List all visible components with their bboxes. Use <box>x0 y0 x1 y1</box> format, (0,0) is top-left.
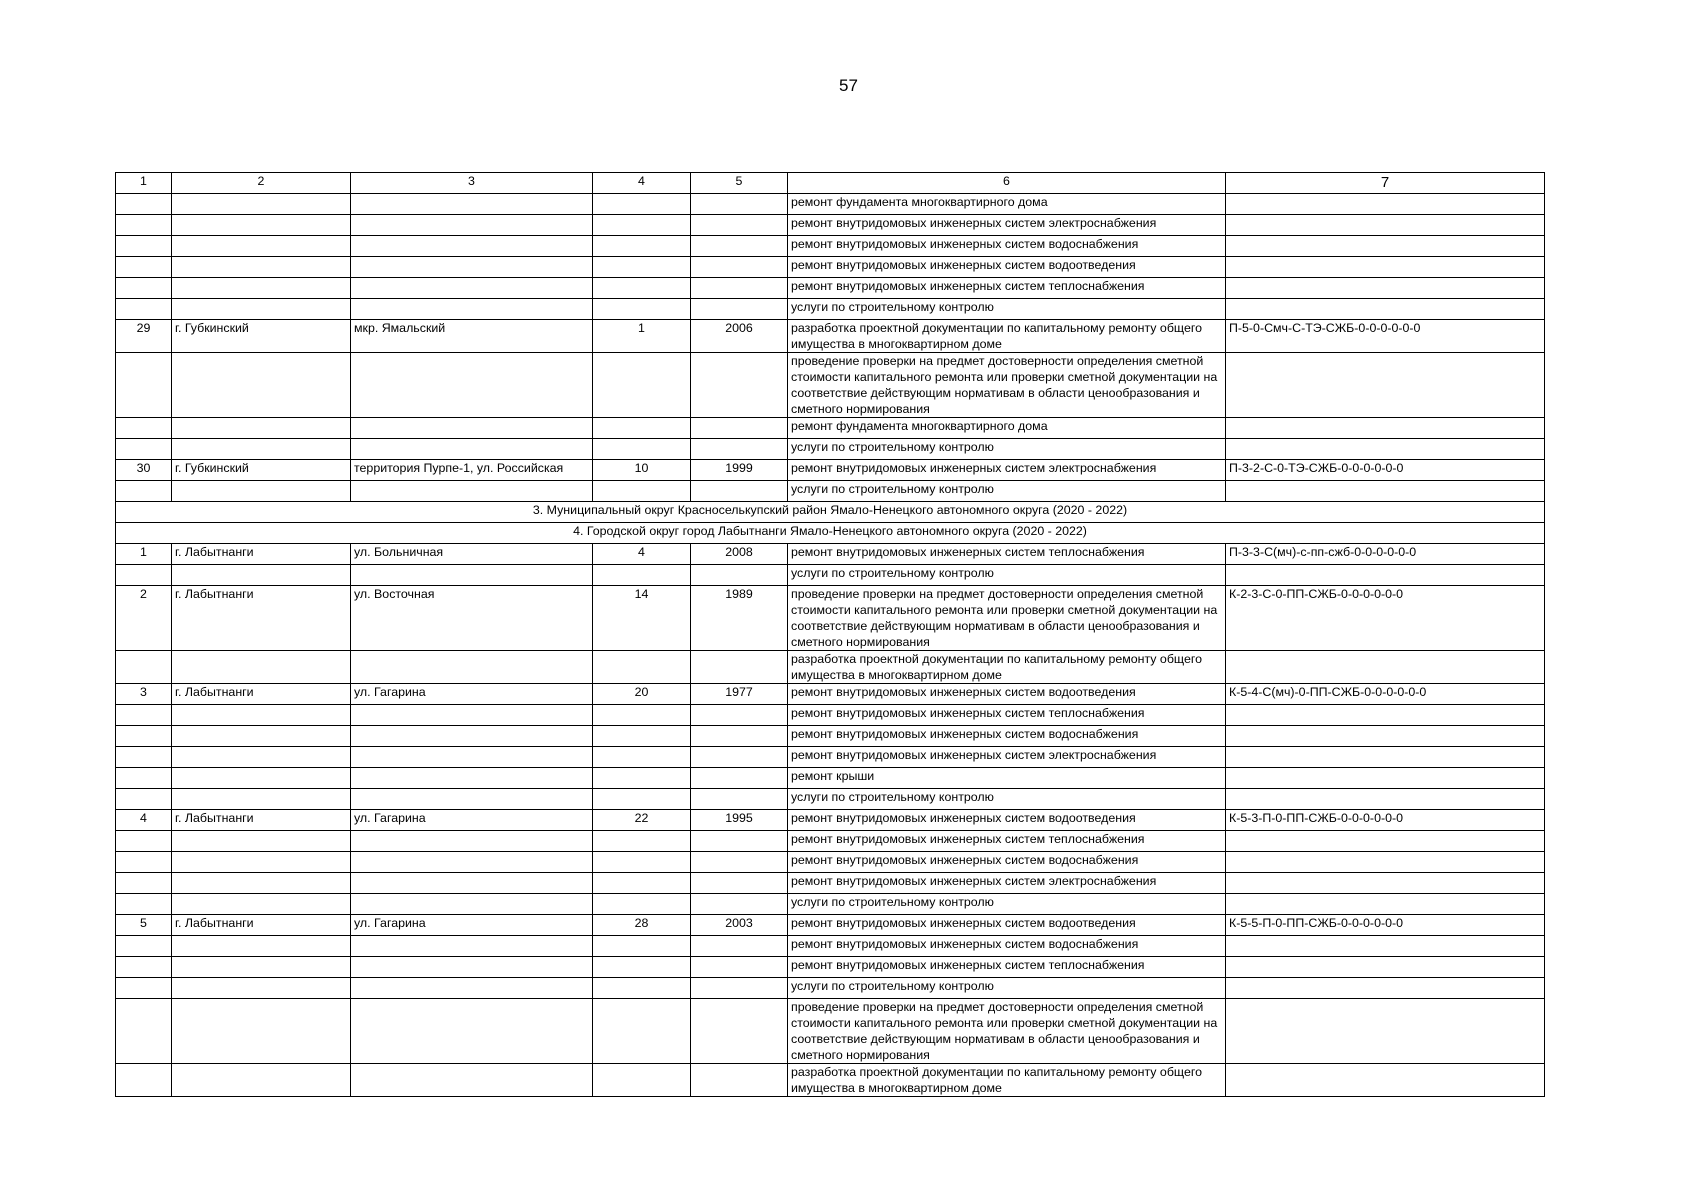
row-number-cell <box>116 768 172 789</box>
work-type-cell: ремонт внутридомовых инженерных систем теплоснабжения <box>788 831 1226 852</box>
street-cell <box>351 978 593 999</box>
street-cell <box>351 768 593 789</box>
table-row <box>116 705 1545 726</box>
house-number-cell <box>593 789 691 810</box>
house-number-cell: 14 <box>593 586 691 651</box>
house-number-cell <box>593 418 691 439</box>
street-cell <box>351 705 593 726</box>
year-cell <box>691 565 788 586</box>
street-cell <box>351 439 593 460</box>
table-row <box>116 1064 1545 1097</box>
house-number-cell <box>593 439 691 460</box>
year-cell: 1989 <box>691 586 788 651</box>
work-type-cell: ремонт внутридомовых инженерных систем водоотведения <box>788 684 1226 705</box>
city-cell: г. Лабытнанги <box>172 810 351 831</box>
work-type-cell: ремонт внутридомовых инженерных систем электроснабжения <box>788 215 1226 236</box>
work-type-cell: ремонт внутридомовых инженерных систем водоснабжения <box>788 726 1226 747</box>
year-cell <box>691 957 788 978</box>
table-row <box>116 789 1545 810</box>
city-cell: г. Губкинский <box>172 320 351 353</box>
city-cell <box>172 278 351 299</box>
city-cell <box>172 789 351 810</box>
header-col-3: 3 <box>351 173 593 194</box>
row-number-cell <box>116 418 172 439</box>
house-code-cell <box>1226 831 1545 852</box>
city-cell <box>172 873 351 894</box>
table-row <box>116 460 1545 481</box>
house-code-cell: П-3-3-С(мч)-с-пп-сжб-0-0-0-0-0-0 <box>1226 544 1545 565</box>
row-number-cell <box>116 789 172 810</box>
table-row <box>116 418 1545 439</box>
row-number-cell: 1 <box>116 544 172 565</box>
work-type-cell: ремонт внутридомовых инженерных систем водоотведения <box>788 810 1226 831</box>
house-number-cell: 1 <box>593 320 691 353</box>
year-cell <box>691 978 788 999</box>
house-code-cell <box>1226 215 1545 236</box>
header-col-2: 2 <box>172 173 351 194</box>
street-cell <box>351 481 593 502</box>
table-row <box>116 481 1545 502</box>
work-type-cell: ремонт внутридомовых инженерных систем теплоснабжения <box>788 957 1226 978</box>
section-title: 3. Муниципальный округ Красноселькупский район Ямало-Ненецкого автономного округа (2020 - 2022) <box>116 502 1545 523</box>
row-number-cell <box>116 894 172 915</box>
house-number-cell <box>593 705 691 726</box>
house-number-cell <box>593 894 691 915</box>
city-cell <box>172 236 351 257</box>
house-number-cell <box>593 747 691 768</box>
city-cell <box>172 957 351 978</box>
street-cell: ул. Гагарина <box>351 915 593 936</box>
house-number-cell <box>593 726 691 747</box>
city-cell <box>172 439 351 460</box>
house-code-cell <box>1226 873 1545 894</box>
house-code-cell: П-3-2-С-0-ТЭ-СЖБ-0-0-0-0-0-0 <box>1226 460 1545 481</box>
street-cell <box>351 894 593 915</box>
city-cell <box>172 257 351 278</box>
house-number-cell <box>593 194 691 215</box>
street-cell <box>351 299 593 320</box>
year-cell <box>691 299 788 320</box>
city-cell: г. Лабытнанги <box>172 915 351 936</box>
house-code-cell <box>1226 481 1545 502</box>
street-cell: мкр. Ямальский <box>351 320 593 353</box>
table-row <box>116 915 1545 936</box>
row-number-cell <box>116 999 172 1064</box>
table-row <box>116 215 1545 236</box>
table-row <box>116 565 1545 586</box>
table-row <box>116 236 1545 257</box>
year-cell <box>691 705 788 726</box>
city-cell <box>172 894 351 915</box>
street-cell <box>351 215 593 236</box>
row-number-cell: 29 <box>116 320 172 353</box>
year-cell <box>691 726 788 747</box>
year-cell <box>691 831 788 852</box>
house-code-cell: П-5-0-Смч-С-ТЭ-СЖБ-0-0-0-0-0-0 <box>1226 320 1545 353</box>
year-cell <box>691 873 788 894</box>
work-type-cell: ремонт внутридомовых инженерных систем электроснабжения <box>788 747 1226 768</box>
table-row <box>116 586 1545 651</box>
street-cell <box>351 236 593 257</box>
street-cell <box>351 747 593 768</box>
work-type-cell: ремонт внутридомовых инженерных систем водоотведения <box>788 257 1226 278</box>
street-cell <box>351 278 593 299</box>
city-cell <box>172 936 351 957</box>
row-number-cell <box>116 299 172 320</box>
city-cell <box>172 747 351 768</box>
street-cell: ул. Больничная <box>351 544 593 565</box>
work-type-cell: ремонт крыши <box>788 768 1226 789</box>
house-code-cell <box>1226 894 1545 915</box>
city-cell <box>172 353 351 418</box>
year-cell <box>691 236 788 257</box>
house-code-cell <box>1226 789 1545 810</box>
house-number-cell: 10 <box>593 460 691 481</box>
work-type-cell: ремонт внутридомовых инженерных систем электроснабжения <box>788 873 1226 894</box>
house-number-cell: 20 <box>593 684 691 705</box>
work-type-cell: ремонт фундамента многоквартирного дома <box>788 418 1226 439</box>
street-cell <box>351 999 593 1064</box>
table-row <box>116 726 1545 747</box>
house-number-cell <box>593 299 691 320</box>
year-cell <box>691 789 788 810</box>
table-row <box>116 194 1545 215</box>
house-code-cell: К-5-5-П-0-ПП-СЖБ-0-0-0-0-0-0 <box>1226 915 1545 936</box>
house-number-cell <box>593 481 691 502</box>
house-code-cell <box>1226 257 1545 278</box>
house-code-cell <box>1226 418 1545 439</box>
city-cell <box>172 999 351 1064</box>
row-number-cell <box>116 705 172 726</box>
house-number-cell <box>593 257 691 278</box>
work-type-cell: проведение проверки на предмет достоверности определения сметной стоимости капитального ремонта или проверки сметной документации на соответствие действующим нормативам в области ценообразования и сметного нормирования <box>788 586 1226 651</box>
city-cell <box>172 299 351 320</box>
year-cell <box>691 651 788 684</box>
row-number-cell <box>116 1064 172 1097</box>
year-cell <box>691 936 788 957</box>
city-cell <box>172 481 351 502</box>
city-cell <box>172 852 351 873</box>
street-cell <box>351 1064 593 1097</box>
row-number-cell <box>116 747 172 768</box>
row-number-cell: 30 <box>116 460 172 481</box>
table-row <box>116 999 1545 1064</box>
work-type-cell: ремонт внутридомовых инженерных систем электроснабжения <box>788 460 1226 481</box>
city-cell <box>172 215 351 236</box>
row-number-cell <box>116 439 172 460</box>
table-row <box>116 684 1545 705</box>
year-cell <box>691 747 788 768</box>
table-row <box>116 936 1545 957</box>
work-type-cell: ремонт внутридомовых инженерных систем теплоснабжения <box>788 544 1226 565</box>
work-type-cell: разработка проектной документации по капитальному ремонту общего имущества в многоквартирном доме <box>788 1064 1226 1097</box>
house-code-cell <box>1226 353 1545 418</box>
house-number-cell <box>593 957 691 978</box>
table-row <box>116 978 1545 999</box>
city-cell <box>172 1064 351 1097</box>
street-cell: ул. Гагарина <box>351 684 593 705</box>
house-number-cell <box>593 852 691 873</box>
house-number-cell <box>593 831 691 852</box>
street-cell: ул. Гагарина <box>351 810 593 831</box>
row-number-cell <box>116 353 172 418</box>
year-cell: 1995 <box>691 810 788 831</box>
house-code-cell <box>1226 978 1545 999</box>
year-cell <box>691 894 788 915</box>
city-cell <box>172 651 351 684</box>
page-number: 57 <box>839 76 858 95</box>
house-code-cell <box>1226 194 1545 215</box>
house-code-cell <box>1226 747 1545 768</box>
house-number-cell <box>593 236 691 257</box>
table-header-row <box>116 173 1545 194</box>
table-row <box>116 257 1545 278</box>
work-type-cell: услуги по строительному контролю <box>788 565 1226 586</box>
house-number-cell: 28 <box>593 915 691 936</box>
section-header-row <box>116 502 1545 523</box>
row-number-cell <box>116 481 172 502</box>
table-row <box>116 299 1545 320</box>
work-type-cell: ремонт внутридомовых инженерных систем теплоснабжения <box>788 705 1226 726</box>
house-code-cell <box>1226 651 1545 684</box>
house-number-cell <box>593 768 691 789</box>
house-code-cell <box>1226 957 1545 978</box>
house-number-cell <box>593 565 691 586</box>
house-number-cell <box>593 873 691 894</box>
street-cell <box>351 831 593 852</box>
row-number-cell: 3 <box>116 684 172 705</box>
city-cell: г. Лабытнанги <box>172 586 351 651</box>
city-cell: г. Лабытнанги <box>172 684 351 705</box>
work-type-cell: ремонт внутридомовых инженерных систем водоснабжения <box>788 236 1226 257</box>
header-col-6: 6 <box>788 173 1226 194</box>
work-type-cell: услуги по строительному контролю <box>788 481 1226 502</box>
table-row <box>116 278 1545 299</box>
year-cell: 1999 <box>691 460 788 481</box>
table-row <box>116 544 1545 565</box>
row-number-cell <box>116 936 172 957</box>
house-code-cell: К-5-4-С(мч)-0-ПП-СЖБ-0-0-0-0-0-0 <box>1226 684 1545 705</box>
year-cell <box>691 999 788 1064</box>
street-cell <box>351 873 593 894</box>
row-number-cell <box>116 194 172 215</box>
row-number-cell <box>116 257 172 278</box>
street-cell <box>351 257 593 278</box>
year-cell: 1977 <box>691 684 788 705</box>
row-number-cell <box>116 651 172 684</box>
year-cell <box>691 481 788 502</box>
year-cell <box>691 353 788 418</box>
year-cell <box>691 215 788 236</box>
house-code-cell <box>1226 999 1545 1064</box>
header-col-1: 1 <box>116 173 172 194</box>
table-row <box>116 651 1545 684</box>
house-code-cell <box>1226 726 1545 747</box>
work-type-cell: услуги по строительному контролю <box>788 299 1226 320</box>
city-cell <box>172 418 351 439</box>
house-code-cell: К-2-3-С-0-ПП-СЖБ-0-0-0-0-0-0 <box>1226 586 1545 651</box>
house-code-cell <box>1226 565 1545 586</box>
row-number-cell <box>116 873 172 894</box>
row-number-cell: 4 <box>116 810 172 831</box>
city-cell <box>172 768 351 789</box>
work-type-cell: проведение проверки на предмет достоверности определения сметной стоимости капитального ремонта или проверки сметной документации на соответствие действующим нормативам в области ценообразования и сметного нормирования <box>788 999 1226 1064</box>
row-number-cell <box>116 726 172 747</box>
table-row <box>116 873 1545 894</box>
work-type-cell: разработка проектной документации по капитальному ремонту общего имущества в многоквартирном доме <box>788 651 1226 684</box>
work-type-cell: услуги по строительному контролю <box>788 439 1226 460</box>
street-cell <box>351 194 593 215</box>
city-cell <box>172 565 351 586</box>
house-number-cell: 4 <box>593 544 691 565</box>
year-cell <box>691 194 788 215</box>
row-number-cell <box>116 565 172 586</box>
row-number-cell: 5 <box>116 915 172 936</box>
work-type-cell: услуги по строительному контролю <box>788 978 1226 999</box>
house-number-cell <box>593 353 691 418</box>
year-cell <box>691 768 788 789</box>
row-number-cell <box>116 978 172 999</box>
house-code-cell <box>1226 1064 1545 1097</box>
year-cell <box>691 852 788 873</box>
street-cell <box>351 789 593 810</box>
work-type-cell: ремонт фундамента многоквартирного дома <box>788 194 1226 215</box>
row-number-cell <box>116 215 172 236</box>
city-cell: г. Губкинский <box>172 460 351 481</box>
table-row <box>116 894 1545 915</box>
work-type-cell: ремонт внутридомовых инженерных систем водоснабжения <box>788 936 1226 957</box>
house-number-cell <box>593 978 691 999</box>
table-row <box>116 747 1545 768</box>
header-col-4: 4 <box>593 173 691 194</box>
street-cell <box>351 957 593 978</box>
house-number-cell <box>593 278 691 299</box>
row-number-cell <box>116 278 172 299</box>
house-code-cell <box>1226 852 1545 873</box>
street-cell <box>351 726 593 747</box>
year-cell <box>691 418 788 439</box>
house-code-cell <box>1226 236 1545 257</box>
city-cell <box>172 726 351 747</box>
city-cell <box>172 831 351 852</box>
work-type-cell: услуги по строительному контролю <box>788 894 1226 915</box>
table-row <box>116 810 1545 831</box>
year-cell: 2008 <box>691 544 788 565</box>
header-col-5: 5 <box>691 173 788 194</box>
work-type-cell: ремонт внутридомовых инженерных систем водоснабжения <box>788 852 1226 873</box>
year-cell: 2003 <box>691 915 788 936</box>
row-number-cell <box>116 957 172 978</box>
section-header-row <box>116 523 1545 544</box>
street-cell: ул. Восточная <box>351 586 593 651</box>
street-cell: территория Пурпе-1, ул. Российская <box>351 460 593 481</box>
header-col-7: 7 <box>1226 173 1545 194</box>
house-code-cell <box>1226 299 1545 320</box>
table-row <box>116 353 1545 418</box>
house-number-cell <box>593 651 691 684</box>
house-code-cell <box>1226 768 1545 789</box>
work-type-cell: разработка проектной документации по капитальному ремонту общего имущества в многоквартирном доме <box>788 320 1226 353</box>
street-cell <box>351 936 593 957</box>
house-code-cell <box>1226 439 1545 460</box>
street-cell <box>351 353 593 418</box>
house-code-cell <box>1226 278 1545 299</box>
city-cell <box>172 978 351 999</box>
city-cell <box>172 705 351 726</box>
section-title: 4. Городской округ город Лабытнанги Ямало-Ненецкого автономного округа (2020 - 2022) <box>116 523 1545 544</box>
table-row <box>116 852 1545 873</box>
city-cell: г. Лабытнанги <box>172 544 351 565</box>
work-type-cell: услуги по строительному контролю <box>788 789 1226 810</box>
street-cell <box>351 651 593 684</box>
table-row <box>116 768 1545 789</box>
house-code-cell <box>1226 705 1545 726</box>
row-number-cell <box>116 852 172 873</box>
year-cell <box>691 1064 788 1097</box>
house-code-cell: К-5-3-П-0-ПП-СЖБ-0-0-0-0-0-0 <box>1226 810 1545 831</box>
repair-register-table <box>115 172 1545 1097</box>
street-cell <box>351 565 593 586</box>
house-number-cell <box>593 936 691 957</box>
work-type-cell: ремонт внутридомовых инженерных систем теплоснабжения <box>788 278 1226 299</box>
work-type-cell: ремонт внутридомовых инженерных систем водоотведения <box>788 915 1226 936</box>
house-number-cell: 22 <box>593 810 691 831</box>
table-row <box>116 439 1545 460</box>
city-cell <box>172 194 351 215</box>
row-number-cell <box>116 831 172 852</box>
work-type-cell: проведение проверки на предмет достоверности определения сметной стоимости капитального ремонта или проверки сметной документации на соответствие действующим нормативам в области ценообразования и сметного нормирования <box>788 353 1226 418</box>
house-number-cell <box>593 215 691 236</box>
year-cell <box>691 278 788 299</box>
street-cell <box>351 852 593 873</box>
table-row <box>116 831 1545 852</box>
row-number-cell: 2 <box>116 586 172 651</box>
street-cell <box>351 418 593 439</box>
year-cell <box>691 439 788 460</box>
table-row <box>116 957 1545 978</box>
year-cell <box>691 257 788 278</box>
house-code-cell <box>1226 936 1545 957</box>
row-number-cell <box>116 236 172 257</box>
year-cell: 2006 <box>691 320 788 353</box>
table-row <box>116 320 1545 353</box>
house-number-cell <box>593 999 691 1064</box>
house-number-cell <box>593 1064 691 1097</box>
